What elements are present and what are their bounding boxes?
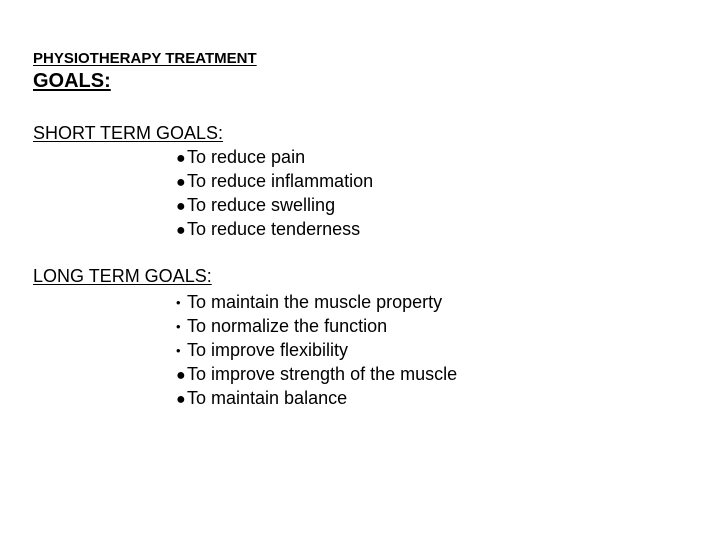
short-term-goal-item [176, 169, 373, 193]
title-line-1: PHYSIOTHERAPY TREATMENT [33, 50, 257, 67]
bullet-icon: ● [176, 174, 186, 191]
long-term-goal-item [176, 338, 457, 362]
short-term-heading: SHORT TERM GOALS: [33, 123, 224, 143]
bullet-icon: ● [176, 222, 186, 239]
goal-text: To normalize the function [187, 316, 388, 336]
long-term-goal-item [176, 386, 457, 410]
bullet-icon: ● [176, 198, 186, 215]
long-term-heading: LONG TERM GOALS: [33, 266, 212, 286]
bullet-icon: • [176, 295, 181, 310]
goal-text: To maintain balance [187, 388, 348, 408]
short-term-goal-item [176, 217, 373, 241]
bullet-icon: ● [176, 391, 186, 408]
long-term-goal-list [176, 290, 457, 410]
long-term-goal-item [176, 290, 457, 314]
short-term-goal-item [176, 193, 373, 217]
goal-text: To improve flexibility [187, 340, 349, 360]
short-term-goal-item [176, 145, 373, 169]
goal-text: To reduce pain [187, 147, 306, 167]
long-term-goal-item [176, 314, 457, 338]
goal-text: To maintain the muscle property [187, 292, 443, 312]
goal-text: To improve strength of the muscle [187, 364, 458, 384]
bullet-icon: • [176, 319, 181, 334]
short-term-goal-list [176, 145, 373, 241]
goal-text: To reduce swelling [187, 195, 336, 215]
goal-text: To reduce inflammation [187, 171, 374, 191]
title-line-2: GOALS: [33, 70, 111, 92]
long-term-goal-item [176, 362, 457, 386]
bullet-icon: • [176, 343, 181, 358]
bullet-icon: ● [176, 367, 186, 384]
goal-text: To reduce tenderness [187, 219, 361, 239]
bullet-icon: ● [176, 150, 186, 167]
